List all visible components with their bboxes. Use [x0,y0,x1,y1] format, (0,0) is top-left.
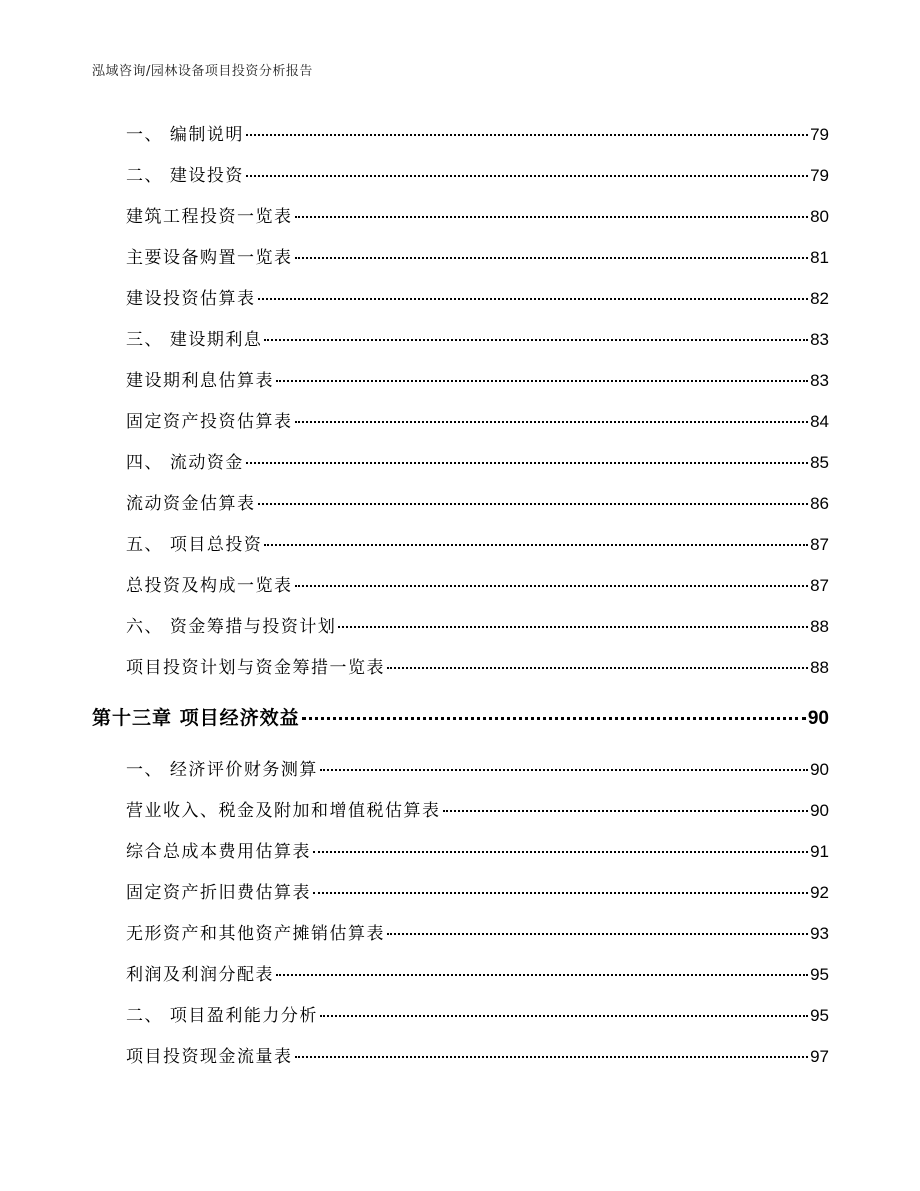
toc-entry-label: 项目投资计划与资金筹措一览表 [126,658,385,678]
toc-page-number: 79 [810,166,829,185]
toc-leader-dots [387,933,808,935]
toc-entry[interactable] [126,452,829,474]
toc-entry-label: 二、 项目盈利能力分析 [126,1006,318,1026]
toc-entry[interactable] [126,657,829,679]
toc-leader-dots [443,810,809,812]
toc-leader-dots [295,585,809,587]
toc-page-number: 97 [810,1047,829,1066]
toc-page-number: 93 [810,924,829,943]
toc-leader-dots [295,1056,809,1058]
toc-entry[interactable] [126,247,829,269]
toc-entry-label: 固定资产投资估算表 [126,412,293,432]
toc-leader-dots [338,626,808,628]
toc-page-number: 79 [810,125,829,144]
toc-leader-dots [295,421,809,423]
toc-leader-dots [295,216,809,218]
toc-entry-label: 项目投资现金流量表 [126,1047,293,1067]
toc-page-number: 95 [810,1006,829,1025]
toc-entry[interactable] [126,1005,829,1027]
toc-leader-dots [320,769,808,771]
toc-entry-label: 总投资及构成一览表 [126,576,293,596]
toc-page-number: 85 [810,453,829,472]
toc-leader-dots [246,175,808,177]
toc-entry-label: 建设投资估算表 [126,289,256,309]
toc-entry[interactable] [126,841,829,863]
toc-page-number: 82 [810,289,829,308]
toc-leader-dots [302,717,806,720]
toc-entry-label: 三、 建设期利息 [126,330,263,350]
toc-page-number: 92 [810,883,829,902]
toc-entry-label: 一、 编制说明 [126,125,244,145]
toc-entry[interactable] [126,288,829,310]
toc-page-number: 83 [810,330,829,349]
toc-entry-label: 二、 建设投资 [126,166,244,186]
toc-leader-dots [320,1015,808,1017]
toc-entry[interactable] [126,329,829,351]
toc-leader-dots [387,667,808,669]
toc-entry-label: 固定资产折旧费估算表 [126,883,311,903]
toc-entry[interactable] [126,124,829,146]
toc-page-number: 88 [810,658,829,677]
toc-leader-dots [264,544,808,546]
toc-entry-label: 建筑工程投资一览表 [126,207,293,227]
toc-leader-dots [295,257,809,259]
toc-entry[interactable] [126,575,829,597]
toc-chapter-label: 第十三章 项目经济效益 [92,707,300,729]
toc-entry-label: 四、 流动资金 [126,453,244,473]
toc-page-number: 90 [810,801,829,820]
toc-entry[interactable] [126,411,829,433]
toc-entry[interactable] [126,165,829,187]
toc-entry-label: 流动资金估算表 [126,494,256,514]
toc-page-number: 81 [810,248,829,267]
toc-leader-dots [313,851,808,853]
toc-page-number: 86 [810,494,829,513]
toc-entry[interactable] [126,964,829,986]
toc-entry-label: 综合总成本费用估算表 [126,842,311,862]
toc-leader-dots [276,974,808,976]
toc-leader-dots [258,503,809,505]
toc-leader-dots [264,339,808,341]
toc-entry-label: 六、 资金筹措与投资计划 [126,617,337,637]
toc-leader-dots [258,298,809,300]
toc-page-number: 90 [810,760,829,779]
toc-page-number: 83 [810,371,829,390]
toc-entry[interactable] [126,616,829,638]
toc-page-number: 87 [810,535,829,554]
toc-leader-dots [246,134,808,136]
toc-entry[interactable] [126,206,829,228]
toc-page-number: 84 [810,412,829,431]
toc-page-number: 95 [810,965,829,984]
toc-entry-label: 主要设备购置一览表 [126,248,293,268]
toc-leader-dots [276,380,808,382]
toc-chapter-entry[interactable] [92,707,829,730]
toc-entry[interactable] [126,493,829,515]
toc-entry[interactable] [126,1046,829,1068]
toc-entry[interactable] [126,882,829,904]
toc-page-number: 87 [810,576,829,595]
toc-page-number: 90 [807,708,829,729]
toc-entry-label: 无形资产和其他资产摊销估算表 [126,924,385,944]
toc-page-number: 91 [810,842,829,861]
toc-entry-label: 一、 经济评价财务测算 [126,760,318,780]
toc-entry[interactable] [126,370,829,392]
toc-page-number: 80 [810,207,829,226]
toc-entry[interactable] [126,923,829,945]
toc-entry[interactable] [126,759,829,781]
toc-entry-label: 五、 项目总投资 [126,535,263,555]
toc-page-number: 88 [810,617,829,636]
toc-entry-label: 利润及利润分配表 [126,965,274,985]
page-header: 泓域咨询/园林设备项目投资分析报告 [92,64,313,79]
toc-entry-label: 建设期利息估算表 [126,371,274,391]
toc-entry-label: 营业收入、税金及附加和增值税估算表 [126,801,441,821]
toc-entry[interactable] [126,800,829,822]
toc-leader-dots [313,892,808,894]
toc-entry[interactable] [126,534,829,556]
toc-leader-dots [246,462,808,464]
